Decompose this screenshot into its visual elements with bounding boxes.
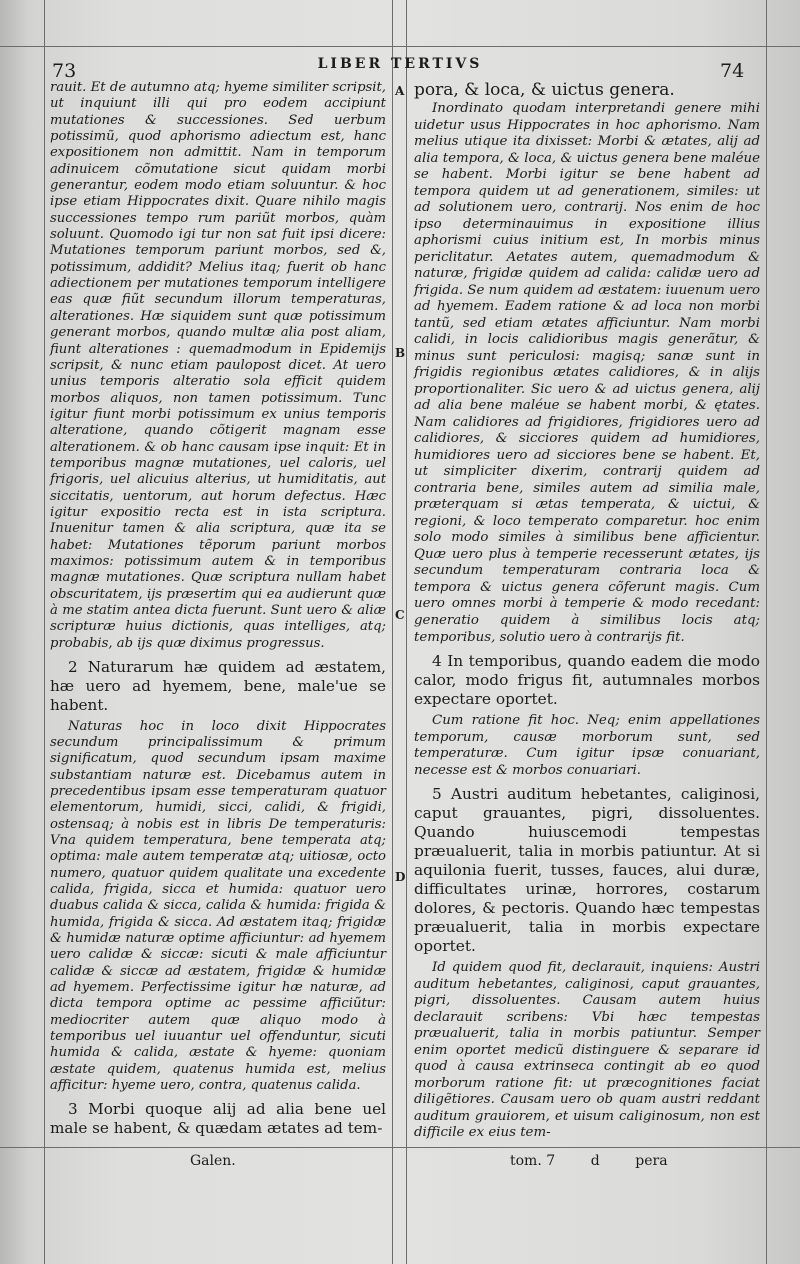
margin-marker-c: C: [395, 608, 405, 622]
right-text-column: [414, 80, 760, 1142]
running-title: LIBER TERTIVS: [317, 56, 483, 72]
page-number-right: 74: [720, 60, 745, 82]
commentary-paragraph: Cum ratione fit hoc. Neq; enim appellationes temporum, causæ morborum sunt, sed temperaturæ. Cum igitur ipsæ conuariant, necesse est & morbos conuariari.: [414, 713, 760, 778]
commentary-paragraph: Inordinato quodam interpretandi genere mihi uidetur usus Hippocrates in hoc aphorismo. Nam melius utique ita dixisset: Morbi & ætates, alij ad alia tempora, & loca, & uictus genera bene maléue se habent. Morbi igitur se bene habent ad tempora quidem ut ad generationem, similes: ut ad solutionem uero, contrarij. Nos enim de hoc ipso determinauimus in expositione illius aphorismi cuius initium est, In morbis minus periclitatur. Aetates autem, quemadmodum & naturæ, frigidæ quidem ad calida: calidæ uero ad frigida. Se num quidem ad æstatem: iuuenum uero ad hyemem. Eadem ratione & ad loca non morbi tantũ, sed etiam ætates afficiuntur. Nam morbi calidi, in locis calidioribus magis generãtur, & minus sunt periculosi: magisq; sanæ sunt in frigidis regionibus ætates calidiores, & in alijs proportionaliter. Sic uero & ad uictus genera, alij ad alia bene maléue se habent morbi, & ętates. Nam calidiores ad frigidiores, frigidiores uero ad calidiores, & sicciores quidem ad humidiores, humidiores uero ad sicciores bene se habent. Et, ut simpliciter dixerim, contrarij quidem ad contraria bene, similes autem ad similia male, præterquam si ætas temperata, & uictui, & regioni, & loco temperato comparetur. hoc enim solo modo similes à similibus bene afficientur. Quæ uero plus à temperie recesserunt ætates, ijs secundum temperaturam contraria loca & tempora & uictus genera cõferunt magis. Cum uero omnes morbi à temperie & modo recedant: generatio quidem à similibus locis atq; temporibus, solutio uero à contrarijs fit.: [414, 101, 760, 645]
aphorism-4: 4 In temporibus, quando eadem die modo calor, modo frigus fit, autumnales morbos expectare oportet.: [414, 652, 760, 709]
commentary-paragraph: Id quidem quod fit, declarauit, inquiens: Austri auditum hebetantes, caliginosi, caput grauantes, pigri, dissoluentes. Causam autem huius declarauit scribens: Vbi hæc tempestas præualuerit, talia in morbis patiuntur. Semper enim oportet medicũ distinguere & separare id quod à causa extrinseca contingit ab eo quod morborum ratione fit: ut præcognitiones faciat diligẽtiores. Causam uero ob quam austri reddant auditum grauiorem, et uisum caliginosum, non est difficile ex eius tem-: [414, 960, 760, 1141]
top-rule: [0, 46, 800, 47]
right-margin-rule: [766, 0, 767, 1264]
footer-left: Galen.: [190, 1153, 236, 1169]
bottom-rule: [0, 1147, 800, 1148]
aphorism-5: 5 Austri auditum hebetantes, caliginosi, caput grauantes, pigri, dissoluentes. Quando huiuscemodi tempestas præualuerit, talia in morbis patiuntur. At si aquilonia fuerit, tusses, fauces, alui duræ, difficultates urinæ, horrores, costarum dolores, & pectoris. Quando hæc tempestas præualuerit, talia in morbis expectare oportet.: [414, 785, 760, 956]
margin-marker-b: B: [395, 346, 406, 360]
commentary-paragraph: rauit. Et de autumno atq; hyeme similiter scripsit, ut inquiunt illi qui pro eodem accipiunt mutationes & successiones. Sed uerbum potissimũ, quod aphorismo adiectum est, hanc expositionem non admittit. Nam in temporum adinuicem cõmutatione sicut quidam morbi generantur, eodem modo etiam soluuntur. & hoc ipse etiam Hippocrates dixit. Quare nihilo magis successiones tempo rum pariũt morbos, quàm soluunt. Quomodo igi tur non sat fuit ipsi dicere: Mutationes temporum pariunt morbos, sed &, potissimum, addidit? Melius itaq; fuerit ob hanc adiectionem per mutationes temporum intelligere eas quæ fiũt secundum illorum temperaturas, alterationes. Hæ siquidem sunt quæ potissimum generant morbos, quando multæ alia post aliam, fiunt alterationes : quemadmodum in Epidemijs scripsit, & nunc etiam paulopost dicet. At uero unius temporis alteratio sola efficit quidem morbos aliquos, non tamen potissimum. Tunc igitur fiunt morbi potissimum ex unius temporis alteratione, quando cõtigerit magnam esse alterationem. & ob hanc causam ipse inquit: Et in temporibus magnæ mutationes, uel caloris, uel frigoris, uel alicuius alterius, ut humiditatis, aut siccitatis, uentorum, aut horum defectus. Hæc igitur expositio recta est in ista scriptura. Inuenitur tamen & alia scriptura, quæ ita se habet: Mutationes tẽporum pariunt morbos maximos: potissimum autem & in temporibus magnæ mutationes. Quæ scriptura nullam habet obscuritatem, ijs præsertim qui ea audierunt quæ à me statim antea dicta fuerunt. Sunt uero & aliæ scripturæ huius dictionis, quas intelliges, atq; probabis, ab ijs quæ diximus progressus.: [50, 80, 386, 651]
left-margin-rule: [44, 0, 45, 1264]
page-number-left: 73: [52, 60, 77, 82]
gutter-rule-left: [392, 0, 393, 1264]
gutter-rule-right: [406, 0, 407, 1264]
left-text-column: [50, 80, 386, 1142]
aphorism-3-continued: pora, & loca, & uictus genera.: [414, 80, 675, 100]
margin-marker-a: A: [395, 84, 405, 98]
commentary-paragraph: Naturas hoc in loco dixit Hippocrates secundum principalissimum & primum significatum, quod secundum ipsam maxime substantiam naturæ est. Dicebamus autem in precedentibus ipsam esse temperaturam quatuor elementorum, humidi, sicci, calidi, & frigidi, ostensaq; à nobis est in libris De temperaturis: Vna quidem temperatura, bene temperata atq; optima: male autem temperatæ atq; uitiosæ, octo numero, quatuor quidem qualitate una excedente calida, frigida, sicca et humida: quatuor uero duabus calida & sicca, calida & humida: frigida & humida, frigida & sicca. Ad æstatem itaq; frigidæ & humidæ naturæ optime afficiuntur: ad hyemem uero calidæ & siccæ: sicuti & male afficiuntur calidæ & siccæ ad æstatem, frigidæ & humidæ ad hyemem. Perfectissime igitur hæ naturæ, ad dicta tempora optime ac pessime afficiũtur: mediocriter autem quæ aliquo modo à temporibus uel iuuantur uel offenduntur, sicuti humida & calida, æstate & hyeme: quoniam æstate quidem, quatenus humida est, melius afficitur: hyeme uero, contra, quatenus calida.: [50, 718, 386, 1094]
footer-right: tom. 7 d pera: [510, 1153, 668, 1169]
aphorism-2: 2 Naturarum hæ quidem ad æstatem, hæ uero ad hyemem, bene, male'ue se habent.: [50, 658, 386, 714]
margin-marker-d: D: [395, 870, 406, 884]
aphorism-3: 3 Morbi quoque alij ad alia bene uel male se habent, & quædam ætates ad tem-: [50, 1100, 386, 1138]
